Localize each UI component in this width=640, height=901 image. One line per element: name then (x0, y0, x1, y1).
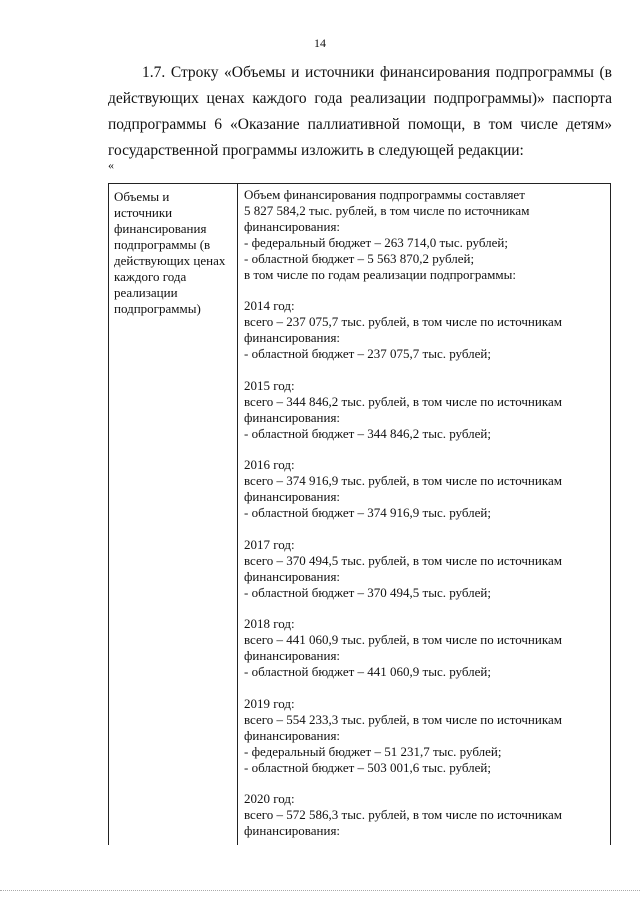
year-block (244, 298, 606, 362)
table-value-cell (244, 187, 606, 839)
year-line: всего – 554 233,3 тыс. рублей, в том числе по источникам (244, 711, 562, 727)
year-spacer (244, 441, 606, 457)
year-line: финансирования: (244, 823, 341, 839)
year-spacer (244, 680, 606, 696)
year-block (244, 378, 606, 442)
label-line: каждого года (114, 269, 187, 284)
paragraph-line: действующих ценах каждого года реализации подпрограммы)» паспорта (108, 90, 612, 107)
label-line: реализации (114, 285, 178, 300)
year-line: финансирования: (244, 648, 341, 664)
page-number: 14 (314, 36, 326, 50)
summary-line: Объем финансирования подпрограммы составляет (244, 187, 525, 202)
paragraph-line: 1.7. Строку «Объемы и источники финансирования подпрограммы (в (142, 64, 612, 81)
footer-rule (0, 890, 640, 891)
year-block (244, 791, 606, 839)
summary-line: в том числе по годам реализации подпрограммы: (244, 266, 516, 282)
year-line: - областной бюджет – 344 846,2 тыс. рублей; (244, 425, 491, 441)
year-block (244, 457, 606, 521)
year-line: - областной бюджет – 374 916,9 тыс. рублей; (244, 505, 491, 521)
label-line: Объемы и (114, 189, 170, 204)
year-spacer (244, 775, 606, 791)
label-line: подпрограммы (в (114, 237, 211, 252)
year-heading: 2015 год: (244, 377, 295, 393)
label-line: финансирования (114, 221, 207, 236)
opening-quote-mark: « (108, 158, 114, 172)
column-divider (237, 184, 238, 845)
year-heading: 2014 год: (244, 298, 295, 314)
summary-line: - федеральный бюджет – 263 714,0 тыс. рублей; (244, 234, 508, 250)
label-line: подпрограммы) (114, 301, 201, 316)
year-line: - областной бюджет – 503 001,6 тыс. рублей; (244, 759, 491, 775)
year-line: финансирования: (244, 727, 341, 743)
paragraph-line: государственной программы изложить в следующей редакции: (108, 142, 524, 159)
year-line: финансирования: (244, 330, 341, 346)
year-heading: 2020 год: (244, 791, 295, 807)
year-line: всего – 441 060,9 тыс. рублей, в том числе по источникам (244, 632, 562, 648)
year-block (244, 537, 606, 601)
year-line: - федеральный бюджет – 51 231,7 тыс. рублей; (244, 743, 502, 759)
summary-line: - областной бюджет – 5 563 870,2 рублей; (244, 250, 475, 266)
label-line: действующих ценах (114, 253, 226, 268)
financing-table (108, 183, 611, 845)
label-line: источники (114, 205, 173, 220)
summary-line: 5 827 584,2 тыс. рублей, в том числе по источникам (244, 202, 530, 218)
year-spacer (244, 282, 606, 298)
year-line: всего – 572 586,3 тыс. рублей, в том числе по источникам (244, 807, 562, 823)
year-spacer (244, 362, 606, 378)
year-block (244, 616, 606, 680)
body-paragraph (108, 60, 612, 164)
year-line: финансирования: (244, 409, 341, 425)
year-spacer (244, 521, 606, 537)
year-spacer (244, 601, 606, 617)
year-line: финансирования: (244, 568, 341, 584)
year-line: финансирования: (244, 489, 341, 505)
funding-summary (244, 187, 606, 282)
paragraph-line: подпрограммы 6 «Оказание паллиативной помощи, в том числе детям» (108, 116, 612, 133)
year-line: всего – 374 916,9 тыс. рублей, в том числе по источникам (244, 473, 562, 489)
year-heading: 2017 год: (244, 536, 295, 552)
year-heading: 2019 год: (244, 695, 295, 711)
year-line: - областной бюджет – 441 060,9 тыс. рублей; (244, 664, 491, 680)
table-label-cell (114, 189, 232, 317)
year-heading: 2018 год: (244, 616, 295, 632)
year-block (244, 696, 606, 776)
summary-line: финансирования: (244, 218, 341, 234)
year-heading: 2016 год: (244, 457, 295, 473)
year-line: - областной бюджет – 370 494,5 тыс. рублей; (244, 584, 491, 600)
year-line: - областной бюджет – 237 075,7 тыс. рублей; (244, 346, 491, 362)
year-line: всего – 370 494,5 тыс. рублей, в том числе по источникам (244, 552, 562, 568)
year-line: всего – 237 075,7 тыс. рублей, в том числе по источникам (244, 314, 562, 330)
year-line: всего – 344 846,2 тыс. рублей, в том числе по источникам (244, 393, 562, 409)
